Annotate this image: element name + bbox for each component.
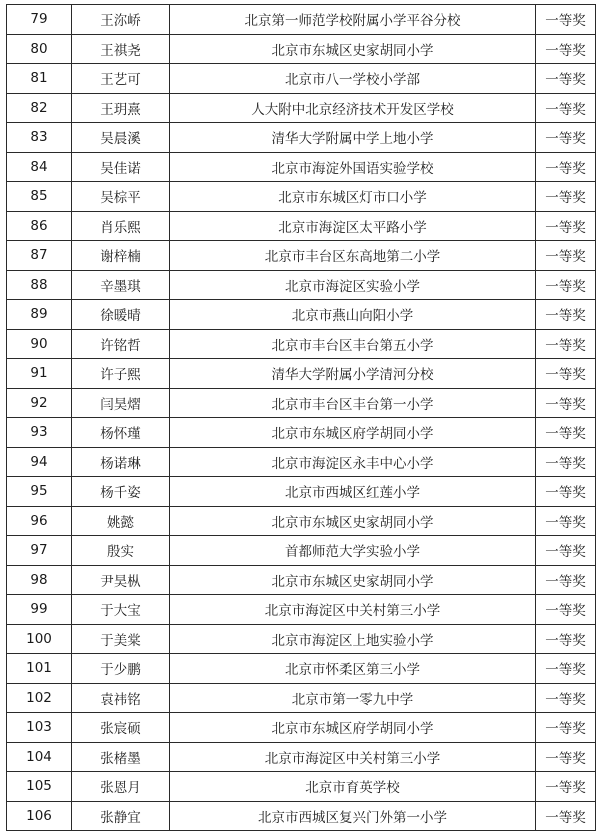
serial-number-cell: 82 — [7, 93, 72, 123]
school-name-cell: 北京市东城区府学胡同小学 — [170, 713, 536, 743]
student-name-cell: 张恩月 — [72, 772, 170, 802]
student-name-cell: 王艺可 — [72, 64, 170, 94]
school-name-cell: 北京市西城区复兴门外第一小学 — [170, 801, 536, 831]
student-name-cell: 闫昊熠 — [72, 388, 170, 418]
award-level-cell: 一等奖 — [536, 359, 596, 389]
award-level-cell: 一等奖 — [536, 565, 596, 595]
award-level-cell: 一等奖 — [536, 595, 596, 625]
school-name-cell: 北京市海淀区实验小学 — [170, 270, 536, 300]
school-name-cell: 北京市育英学校 — [170, 772, 536, 802]
award-level-cell: 一等奖 — [536, 123, 596, 153]
table-row — [7, 300, 596, 330]
serial-number-cell: 97 — [7, 536, 72, 566]
table-row — [7, 418, 596, 448]
award-level-cell: 一等奖 — [536, 5, 596, 35]
school-name-cell: 清华大学附属中学上地小学 — [170, 123, 536, 153]
serial-number-cell: 79 — [7, 5, 72, 35]
serial-number-cell: 91 — [7, 359, 72, 389]
table-row — [7, 211, 596, 241]
serial-number-cell: 88 — [7, 270, 72, 300]
table-row — [7, 772, 596, 802]
table-row — [7, 565, 596, 595]
student-name-cell: 殷实 — [72, 536, 170, 566]
award-level-cell: 一等奖 — [536, 683, 596, 713]
school-name-cell: 北京市东城区史家胡同小学 — [170, 34, 536, 64]
table-row — [7, 93, 596, 123]
table-row — [7, 241, 596, 271]
award-level-cell: 一等奖 — [536, 477, 596, 507]
student-name-cell: 辛墨琪 — [72, 270, 170, 300]
table-row — [7, 329, 596, 359]
school-name-cell: 北京市海淀区太平路小学 — [170, 211, 536, 241]
school-name-cell: 北京市丰台区丰台第一小学 — [170, 388, 536, 418]
table-row — [7, 477, 596, 507]
table-row — [7, 388, 596, 418]
student-name-cell: 肖乐熙 — [72, 211, 170, 241]
student-name-cell: 许子熙 — [72, 359, 170, 389]
serial-number-cell: 92 — [7, 388, 72, 418]
student-name-cell: 尹昊枞 — [72, 565, 170, 595]
school-name-cell: 北京市海淀区中关村第三小学 — [170, 595, 536, 625]
award-level-cell: 一等奖 — [536, 241, 596, 271]
table-row — [7, 536, 596, 566]
school-name-cell: 北京市东城区府学胡同小学 — [170, 418, 536, 448]
school-name-cell: 北京第一师范学校附属小学平谷分校 — [170, 5, 536, 35]
school-name-cell: 人大附中北京经济技术开发区学校 — [170, 93, 536, 123]
award-level-cell: 一等奖 — [536, 270, 596, 300]
student-name-cell: 张宸硕 — [72, 713, 170, 743]
award-level-cell: 一等奖 — [536, 742, 596, 772]
award-level-cell: 一等奖 — [536, 300, 596, 330]
award-level-cell: 一等奖 — [536, 536, 596, 566]
school-name-cell: 北京市丰台区东高地第二小学 — [170, 241, 536, 271]
serial-number-cell: 80 — [7, 34, 72, 64]
school-name-cell: 北京市海淀区上地实验小学 — [170, 624, 536, 654]
serial-number-cell: 105 — [7, 772, 72, 802]
student-name-cell: 姚懿 — [72, 506, 170, 536]
serial-number-cell: 84 — [7, 152, 72, 182]
school-name-cell: 北京市海淀区永丰中心小学 — [170, 447, 536, 477]
award-level-cell: 一等奖 — [536, 801, 596, 831]
award-level-cell: 一等奖 — [536, 211, 596, 241]
serial-number-cell: 93 — [7, 418, 72, 448]
table-row — [7, 5, 596, 35]
serial-number-cell: 95 — [7, 477, 72, 507]
serial-number-cell: 87 — [7, 241, 72, 271]
serial-number-cell: 81 — [7, 64, 72, 94]
serial-number-cell: 83 — [7, 123, 72, 153]
serial-number-cell: 104 — [7, 742, 72, 772]
table-row — [7, 595, 596, 625]
serial-number-cell: 98 — [7, 565, 72, 595]
award-level-cell: 一等奖 — [536, 772, 596, 802]
award-level-cell: 一等奖 — [536, 388, 596, 418]
award-level-cell: 一等奖 — [536, 182, 596, 212]
table-row — [7, 624, 596, 654]
serial-number-cell: 106 — [7, 801, 72, 831]
school-name-cell: 北京市海淀区中关村第三小学 — [170, 742, 536, 772]
school-name-cell: 北京市怀柔区第三小学 — [170, 654, 536, 684]
school-name-cell: 北京市丰台区丰台第五小学 — [170, 329, 536, 359]
school-name-cell: 北京市第一零九中学 — [170, 683, 536, 713]
table-row — [7, 359, 596, 389]
award-level-cell: 一等奖 — [536, 447, 596, 477]
table-row — [7, 713, 596, 743]
student-name-cell: 于美棠 — [72, 624, 170, 654]
award-level-cell: 一等奖 — [536, 624, 596, 654]
student-name-cell: 许铭哲 — [72, 329, 170, 359]
serial-number-cell: 86 — [7, 211, 72, 241]
table-row — [7, 123, 596, 153]
school-name-cell: 北京市西城区红莲小学 — [170, 477, 536, 507]
student-name-cell: 徐暖晴 — [72, 300, 170, 330]
school-name-cell: 首都师范大学实验小学 — [170, 536, 536, 566]
table-row — [7, 742, 596, 772]
serial-number-cell: 100 — [7, 624, 72, 654]
table-row — [7, 447, 596, 477]
student-name-cell: 吴佳诺 — [72, 152, 170, 182]
serial-number-cell: 102 — [7, 683, 72, 713]
award-level-cell: 一等奖 — [536, 34, 596, 64]
student-name-cell: 张静宜 — [72, 801, 170, 831]
table-row — [7, 683, 596, 713]
award-level-cell: 一等奖 — [536, 152, 596, 182]
student-name-cell: 于少鹏 — [72, 654, 170, 684]
student-name-cell: 王玥熹 — [72, 93, 170, 123]
table-row — [7, 64, 596, 94]
table-row — [7, 801, 596, 831]
award-level-cell: 一等奖 — [536, 506, 596, 536]
student-name-cell: 袁祎铭 — [72, 683, 170, 713]
school-name-cell: 北京市东城区史家胡同小学 — [170, 506, 536, 536]
school-name-cell: 北京市东城区史家胡同小学 — [170, 565, 536, 595]
school-name-cell: 清华大学附属小学清河分校 — [170, 359, 536, 389]
student-name-cell: 王沵峤 — [72, 5, 170, 35]
award-level-cell: 一等奖 — [536, 93, 596, 123]
table-row — [7, 152, 596, 182]
serial-number-cell: 99 — [7, 595, 72, 625]
table-row — [7, 654, 596, 684]
serial-number-cell: 96 — [7, 506, 72, 536]
serial-number-cell: 85 — [7, 182, 72, 212]
student-name-cell: 吴棕平 — [72, 182, 170, 212]
student-name-cell: 于大宝 — [72, 595, 170, 625]
award-level-cell: 一等奖 — [536, 418, 596, 448]
student-name-cell: 杨千姿 — [72, 477, 170, 507]
school-name-cell: 北京市燕山向阳小学 — [170, 300, 536, 330]
student-name-cell: 杨诺琳 — [72, 447, 170, 477]
award-level-cell: 一等奖 — [536, 64, 596, 94]
student-name-cell: 王祺尧 — [72, 34, 170, 64]
award-level-cell: 一等奖 — [536, 713, 596, 743]
student-name-cell: 张楮墨 — [72, 742, 170, 772]
award-level-cell: 一等奖 — [536, 654, 596, 684]
school-name-cell: 北京市八一学校小学部 — [170, 64, 536, 94]
serial-number-cell: 90 — [7, 329, 72, 359]
student-name-cell: 杨怀瑾 — [72, 418, 170, 448]
table-row — [7, 34, 596, 64]
table-row — [7, 506, 596, 536]
serial-number-cell: 101 — [7, 654, 72, 684]
student-name-cell: 谢梓楠 — [72, 241, 170, 271]
award-level-cell: 一等奖 — [536, 329, 596, 359]
table-row — [7, 270, 596, 300]
table-row — [7, 182, 596, 212]
award-table — [6, 4, 596, 831]
student-name-cell: 吴晨溪 — [72, 123, 170, 153]
serial-number-cell: 94 — [7, 447, 72, 477]
award-table-body — [7, 5, 596, 831]
school-name-cell: 北京市东城区灯市口小学 — [170, 182, 536, 212]
serial-number-cell: 103 — [7, 713, 72, 743]
school-name-cell: 北京市海淀外国语实验学校 — [170, 152, 536, 182]
serial-number-cell: 89 — [7, 300, 72, 330]
